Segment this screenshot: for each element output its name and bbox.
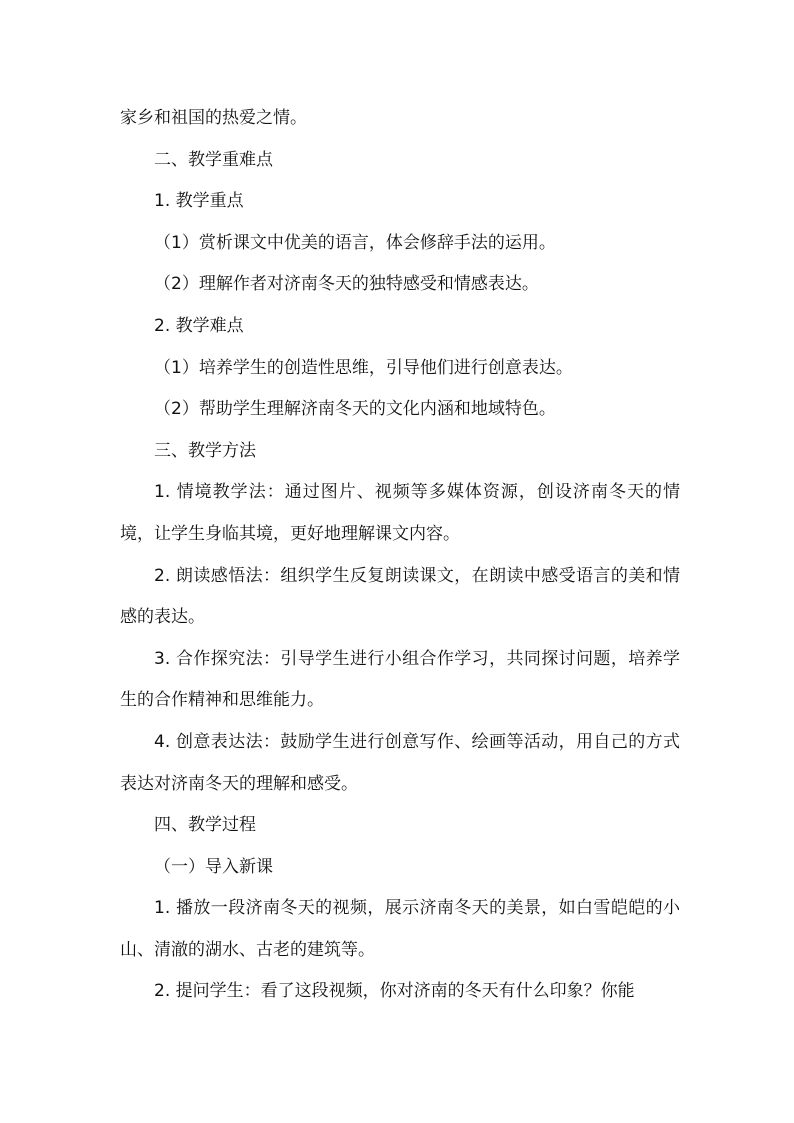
section-heading-teaching-process: 四、教学过程 — [154, 815, 256, 836]
subheading-teaching-difficulty: 2. 教学难点 — [154, 315, 244, 336]
list-item-difficulty-2: （2）帮助学生理解济南冬天的文化内涵和地域特色。 — [154, 399, 556, 420]
subheading-teaching-focus: 1. 教学重点 — [154, 191, 244, 212]
document-body — [120, 98, 680, 1013]
method-item-reading: 2. 朗读感悟法：组织学生反复朗读课文，在朗读中感受语言的美和情感的表达。 — [120, 565, 680, 628]
section-heading-key-points: 二、教学重难点 — [154, 149, 273, 170]
process-item-video: 1. 播放一段济南冬天的视频，展示济南冬天的美景，如白雪皑皑的小山、清澈的湖水、古老的建筑等。 — [120, 898, 680, 960]
list-item-focus-1: （1）赏析课文中优美的语言，体会修辞手法的运用。 — [154, 232, 556, 253]
list-item-difficulty-1: （1）培养学生的创造性思维，引导他们进行创意表达。 — [154, 357, 573, 378]
method-item-situational: 1. 情境教学法：通过图片、视频等多媒体资源，创设济南冬天的情境，让学生身临其境，更好地理解课文内容。 — [120, 482, 680, 544]
method-item-cooperative: 3. 合作探究法：引导学生进行小组合作学习，共同探讨问题，培养学生的合作精神和思维能力。 — [120, 648, 680, 711]
method-item-creative: 4. 创意表达法：鼓励学生进行创意写作、绘画等活动，用自己的方式表达对济南冬天的理解和感受。 — [120, 731, 680, 794]
section-heading-teaching-methods: 三、教学方法 — [154, 440, 256, 461]
paragraph-continuation: 家乡和祖国的热爱之情。 — [120, 108, 307, 128]
process-item-question: 2. 提问学生：看了这段视频，你对济南的冬天有什么印象？你能 — [154, 981, 635, 1002]
list-item-focus-2: （2）理解作者对济南冬天的独特感受和情感表达。 — [154, 274, 539, 295]
subheading-introduction: （一）导入新课 — [154, 856, 273, 877]
